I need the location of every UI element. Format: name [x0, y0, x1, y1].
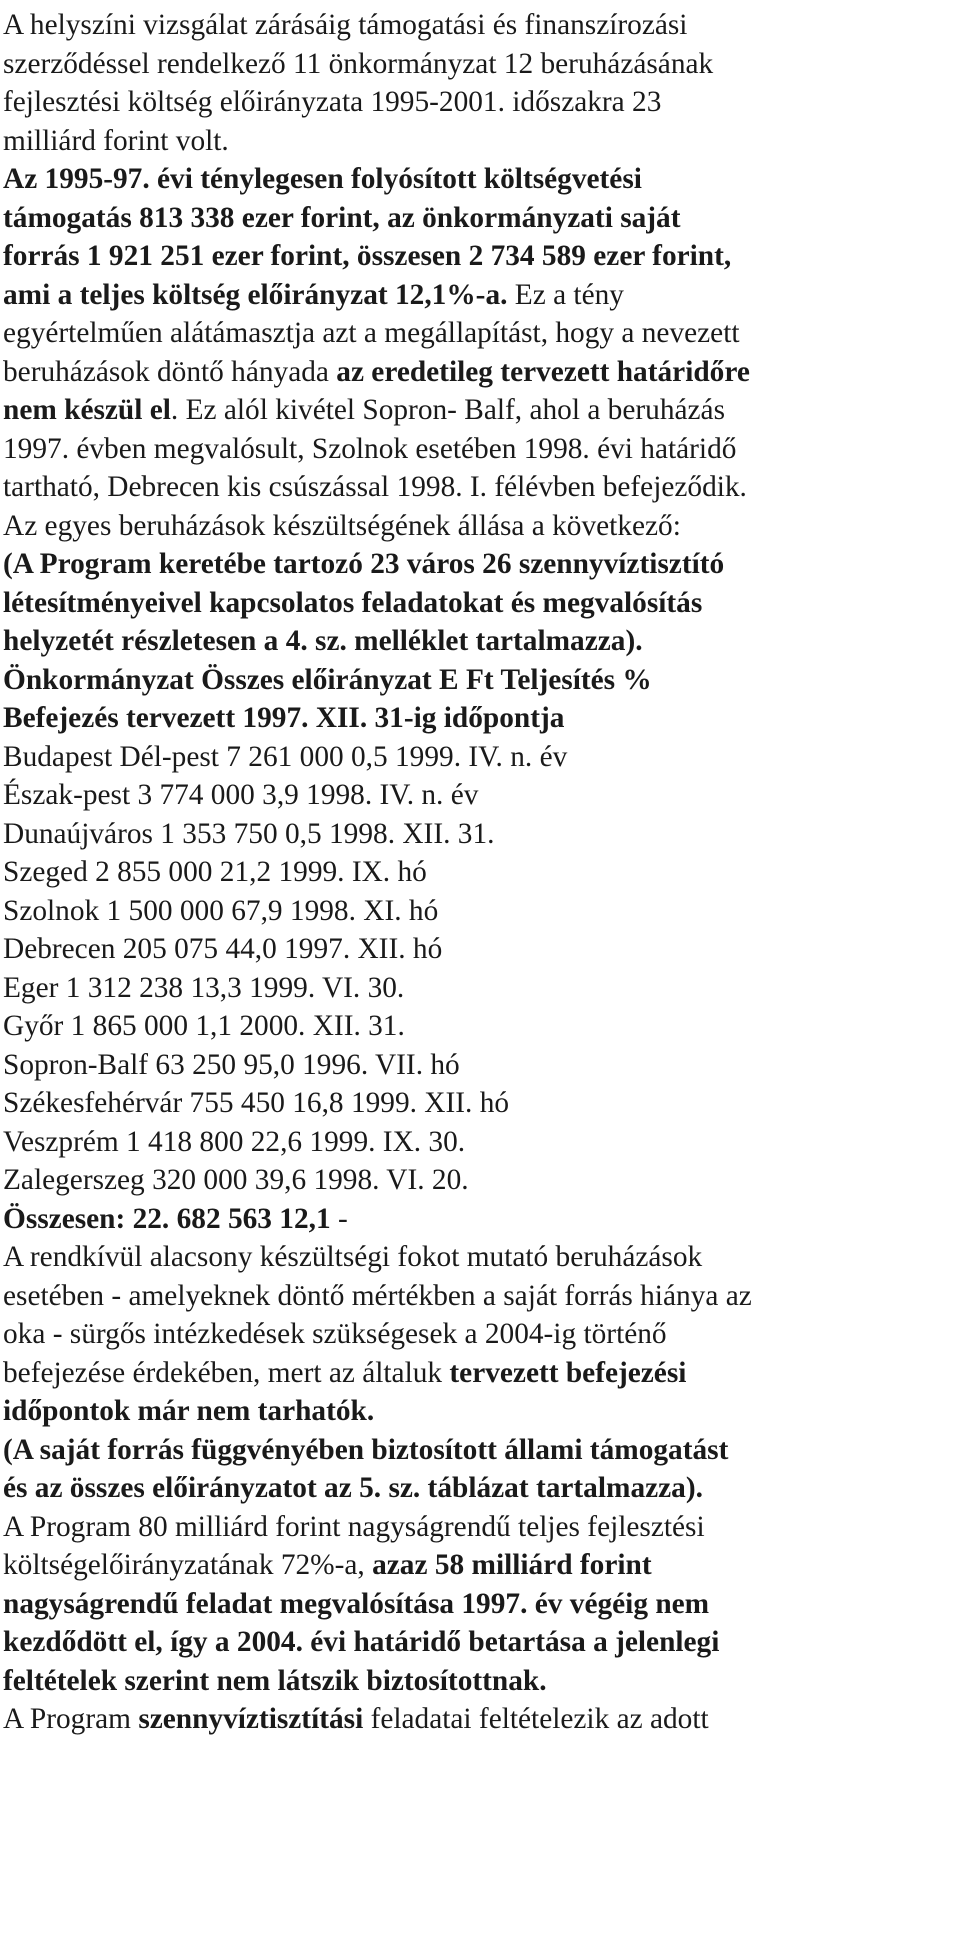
bold-text-segment: tervezett befejezési [449, 1356, 687, 1389]
text-line [3, 1084, 960, 1123]
text-segment: . Ez alól kivétel Sopron- Balf, ahol a beruházás [170, 394, 725, 426]
bold-text-segment: Befejezés tervezett 1997. XII. 31-ig időpontja [3, 702, 565, 734]
text-segment: A helyszíni vizsgálat zárásáig támogatási és finanszírozási [3, 9, 688, 41]
text-line [3, 430, 960, 469]
text-line [3, 276, 960, 315]
text-segment: Székesfehérvár 755 450 16,8 1999. XII. hó [3, 1087, 510, 1119]
text-line [3, 1238, 960, 1277]
text-segment: oka - sürgős intézkedések szükségesek a 2004-ig történő [3, 1318, 667, 1350]
text-line [3, 661, 960, 700]
text-line [3, 1123, 960, 1162]
text-line [3, 815, 960, 854]
bold-text-segment: feltételek szerint nem látszik biztosítottnak. [3, 1664, 547, 1697]
bold-text-segment: kezdődött el, így a 2004. évi határidő betartása a jelenlegi [3, 1626, 720, 1658]
text-line [3, 468, 960, 507]
text-segment: szerződéssel rendelkező 11 önkormányzat 12 beruházásának [3, 47, 714, 80]
text-segment: esetében - amelyeknek döntő mértékben a saját forrás hiánya az [3, 1279, 752, 1312]
text-segment: A rendkívül alacsony készültségi fokot mutató beruházások [3, 1241, 703, 1273]
bold-text-segment: Önkormányzat Összes előirányzat E Ft Teljesítés % [3, 663, 652, 696]
text-line [3, 1700, 960, 1739]
text-line [3, 1662, 960, 1701]
text-line [3, 1200, 960, 1239]
text-line [3, 1585, 960, 1624]
text-line [3, 237, 960, 276]
text-segment: Szeged 2 855 000 21,2 1999. IX. hó [3, 856, 427, 888]
text-segment: A Program [3, 1703, 139, 1735]
text-line [3, 160, 960, 199]
text-segment: feladatai feltételezik az adott [363, 1703, 709, 1735]
text-line [3, 1354, 960, 1393]
text-line [3, 584, 960, 623]
text-segment: beruházások döntő hányada [3, 355, 337, 388]
text-line [3, 1469, 960, 1508]
text-line [3, 507, 960, 546]
text-line [3, 1161, 960, 1200]
bold-text-segment: ami a teljes költség előirányzat 12,1%-a. [3, 278, 508, 311]
bold-text-segment: az eredetileg tervezett határidőre [336, 355, 750, 388]
text-segment: Debrecen 205 075 44,0 1997. XII. hó [3, 933, 443, 965]
text-line [3, 45, 960, 84]
text-segment: költségelőirányzatának 72%-a, [3, 1549, 373, 1581]
text-line [3, 1623, 960, 1662]
bold-text-segment: forrás 1 921 251 ezer forint, összesen 2 734 589 ezer forint, [3, 240, 732, 272]
bold-text-segment: szennyvíztisztítási [138, 1703, 364, 1735]
text-segment: Dunaújváros 1 353 750 0,5 1998. XII. 31. [3, 817, 495, 850]
text-segment: Győr 1 865 000 1,1 2000. XII. 31. [3, 1010, 405, 1042]
text-segment: - [330, 1202, 348, 1235]
text-line [3, 853, 960, 892]
text-line [3, 314, 960, 353]
text-segment: befejezése érdekében, mert az általuk [3, 1356, 450, 1389]
text-segment: Zalegerszeg 320 000 39,6 1998. VI. 20. [3, 1164, 469, 1196]
text-line [3, 1546, 960, 1585]
text-segment: milliárd forint volt. [3, 124, 229, 157]
text-line [3, 353, 960, 392]
bold-text-segment: (A Program keretébe tartozó 23 város 26 szennyvíztisztító [3, 548, 725, 580]
text-segment: Az egyes beruházások készültségének állása a következő: [3, 509, 681, 542]
bold-text-segment: időpontok már nem tarhatók. [3, 1395, 375, 1427]
text-segment: Ez a tény [507, 278, 624, 311]
text-segment: egyértelműen alátámasztja azt a megállapítást, hogy a nevezett [3, 317, 740, 349]
text-line [3, 83, 960, 122]
text-line [3, 545, 960, 584]
text-line [3, 1508, 960, 1547]
bold-text-segment: támogatás 813 338 ezer forint, az önkormányzati saját [3, 201, 681, 234]
text-line [3, 1431, 960, 1470]
text-line [3, 1392, 960, 1431]
text-line [3, 199, 960, 238]
text-line [3, 892, 960, 931]
text-line [3, 1007, 960, 1046]
text-line [3, 122, 960, 161]
text-line [3, 738, 960, 777]
text-line [3, 699, 960, 738]
text-line [3, 969, 960, 1008]
text-segment: Eger 1 312 238 13,3 1999. VI. 30. [3, 971, 405, 1004]
text-line [3, 1315, 960, 1354]
text-line [3, 622, 960, 661]
text-line [3, 776, 960, 815]
text-line [3, 6, 960, 45]
text-segment: Budapest Dél-pest 7 261 000 0,5 1999. IV. n. év [3, 740, 568, 773]
text-line [3, 1046, 960, 1085]
text-segment: Sopron-Balf 63 250 95,0 1996. VII. hó [3, 1048, 460, 1081]
text-line [3, 930, 960, 969]
bold-text-segment: nem készül el [3, 394, 171, 426]
text-line [3, 1277, 960, 1316]
text-segment: Szolnok 1 500 000 67,9 1998. XI. hó [3, 894, 439, 927]
bold-text-segment: Összesen: 22. 682 563 12,1 [3, 1202, 331, 1235]
text-segment: tartható, Debrecen kis csúszással 1998. I. félévben befejeződik. [3, 471, 747, 503]
text-line [3, 391, 960, 430]
text-segment: 1997. évben megvalósult, Szolnok esetében 1998. évi határidő [3, 432, 737, 465]
bold-text-segment: Az 1995-97. évi ténylegesen folyósított költségvetési [3, 163, 642, 195]
text-segment: A Program 80 milliárd forint nagyságrendű teljes fejlesztési [3, 1510, 705, 1543]
bold-text-segment: helyzetét részletesen a 4. sz. melléklet tartalmazza). [3, 625, 643, 657]
text-segment: Veszprém 1 418 800 22,6 1999. IX. 30. [3, 1125, 466, 1158]
bold-text-segment: nagyságrendű feladat megvalósítása 1997. év végéig nem [3, 1587, 710, 1620]
bold-text-segment: (A saját forrás függvényében biztosított állami támogatást [3, 1433, 729, 1466]
bold-text-segment: azaz 58 milliárd forint [372, 1549, 652, 1581]
bold-text-segment: létesítményeivel kapcsolatos feladatokat és megvalósítás [3, 586, 703, 619]
text-segment: fejlesztési költség előirányzata 1995-2001. időszakra 23 [3, 86, 662, 118]
bold-text-segment: és az összes előirányzatot az 5. sz. táblázat tartalmazza). [3, 1472, 703, 1504]
text-segment: Észak-pest 3 774 000 3,9 1998. IV. n. év [3, 779, 479, 811]
